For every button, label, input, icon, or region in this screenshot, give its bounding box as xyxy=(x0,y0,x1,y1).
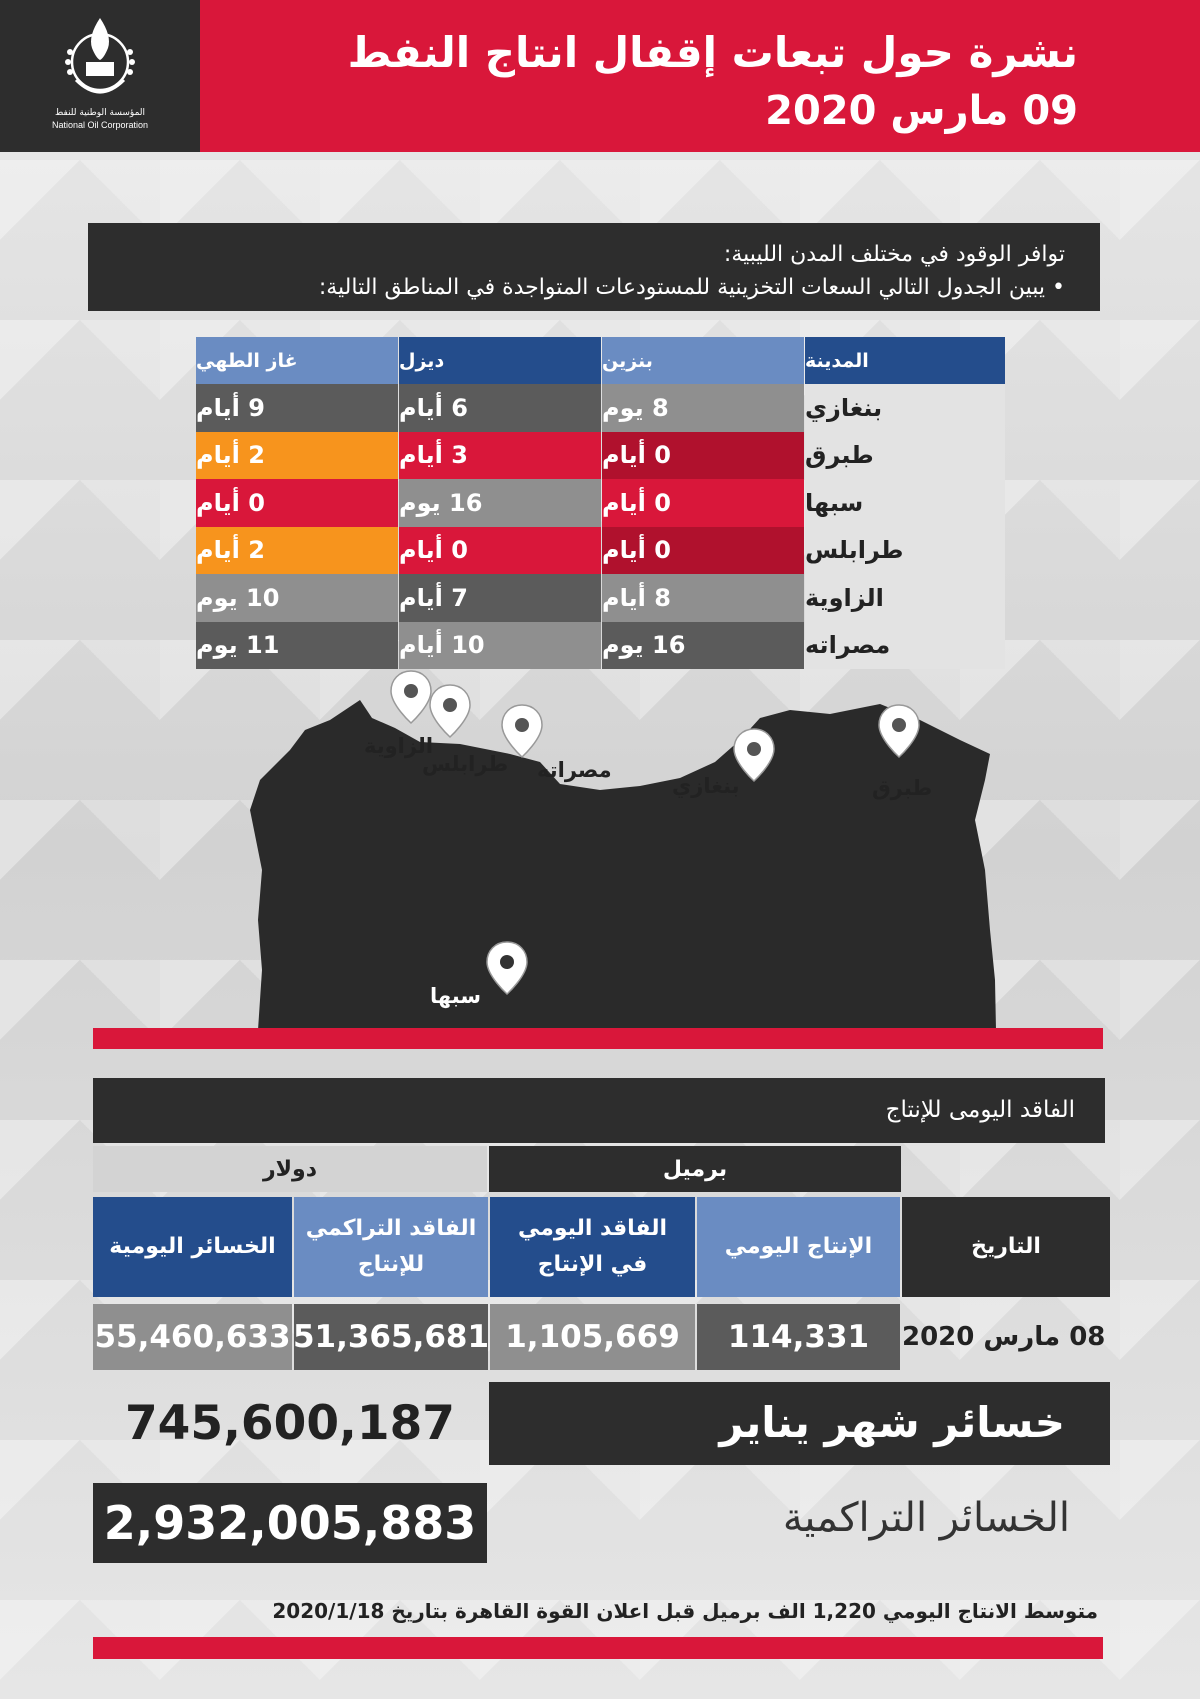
city-cell: بنغازي xyxy=(805,384,1005,432)
fuel-intro-bullet: • يبين الجدول التالي السعات التخزينية للمستودعات المتواجدة في المناطق التالية: xyxy=(318,275,1065,300)
diesel-cell: 0 أيام xyxy=(399,527,601,575)
header-date: التاريخ xyxy=(902,1197,1110,1297)
value-cumulative-loss: 51,365,681 xyxy=(294,1304,488,1370)
fuel-storage-table xyxy=(195,337,1005,669)
map-label-benghazi: بنغازي xyxy=(672,774,740,798)
logo-text-arabic: المؤسسة الوطنية للنفط xyxy=(54,108,146,118)
city-cell: الزاوية xyxy=(805,574,1005,622)
benzine-cell: 0 أيام xyxy=(602,479,804,527)
libya-map xyxy=(0,670,1200,1030)
value-daily-loss: 1,105,669 xyxy=(490,1304,695,1370)
map-label-tobruk: طبرق xyxy=(872,776,933,800)
gas-cell: 10 يوم xyxy=(196,574,398,622)
divider-bar xyxy=(93,1028,1103,1049)
gas-cell: 9 أيام xyxy=(196,384,398,432)
table-row xyxy=(195,622,1005,670)
map-pin-icon xyxy=(389,669,433,725)
map-pin-icon xyxy=(877,703,921,759)
header-benzine: بنزين xyxy=(602,337,804,384)
group-dollar: دولار xyxy=(93,1146,487,1192)
city-cell: طبرق xyxy=(805,432,1005,480)
map-label-tripoli: طرابلس xyxy=(422,752,509,776)
map-pin-icon xyxy=(485,940,529,996)
benzine-cell: 0 أيام xyxy=(602,432,804,480)
benzine-cell: 16 يوم xyxy=(602,622,804,670)
gas-cell: 2 أيام xyxy=(196,527,398,575)
city-cell: سبها xyxy=(805,479,1005,527)
january-losses-label: خسائر شهر يناير xyxy=(719,1398,1065,1447)
header-daily-losses-usd: الخسائر اليومية xyxy=(93,1197,292,1297)
fuel-intro-heading: توافر الوقود في مختلف المدن الليبية: xyxy=(723,242,1065,267)
city-cell: طرابلس xyxy=(805,527,1005,575)
benzine-cell: 8 أيام xyxy=(602,574,804,622)
table-row xyxy=(195,479,1005,527)
footer-bar xyxy=(93,1637,1103,1659)
header-cumulative-loss: الفاقد التراكمي للإنتاج xyxy=(294,1197,488,1297)
map-pin-icon xyxy=(500,703,544,759)
noc-logo-icon xyxy=(0,0,200,110)
january-losses-value: 745,600,187 xyxy=(124,1396,456,1451)
production-title: الفاقد اليومى للإنتاج xyxy=(885,1097,1075,1123)
diesel-cell: 7 أيام xyxy=(399,574,601,622)
gas-cell: 2 أيام xyxy=(196,432,398,480)
table-row xyxy=(195,384,1005,432)
table-row xyxy=(195,574,1005,622)
map-label-sabha: سبها xyxy=(430,984,481,1008)
footnote: متوسط الانتاج اليومي 1,220 الف برميل قبل اعلان القوة القاهرة بتاريخ 2020/1/18 xyxy=(272,1599,1098,1623)
group-barrel: برميل xyxy=(489,1146,901,1192)
bulletin-date: 09 مارس 2020 xyxy=(765,88,1078,134)
header-daily-loss: الفاقد اليومي في الإنتاج xyxy=(490,1197,695,1297)
city-cell: مصراته xyxy=(805,622,1005,670)
value-date: 08 مارس 2020 xyxy=(902,1322,1106,1352)
header-city: المدينة xyxy=(805,337,1005,384)
header-diesel: ديزل xyxy=(399,337,601,384)
gas-cell: 0 أيام xyxy=(196,479,398,527)
cumulative-losses-value: 2,932,005,883 xyxy=(93,1483,487,1563)
cumulative-losses-label: الخسائر التراكمية xyxy=(782,1495,1070,1541)
value-daily-production: 114,331 xyxy=(697,1304,900,1370)
map-label-misrata: مصراته xyxy=(537,758,612,782)
table-row xyxy=(195,527,1005,575)
header-daily-production: الإنتاج اليومي xyxy=(697,1197,900,1297)
fuel-table-header-row xyxy=(195,337,1005,384)
table-row xyxy=(195,432,1005,480)
benzine-cell: 0 أيام xyxy=(602,527,804,575)
logo-text-english: National Oil Corporation xyxy=(51,120,149,130)
benzine-cell: 8 يوم xyxy=(602,384,804,432)
header-cooking-gas: غاز الطهي xyxy=(196,337,398,384)
page-title: نشرة حول تبعات إقفال انتاج النفط xyxy=(347,28,1078,77)
value-daily-losses-usd: 55,460,633 xyxy=(93,1304,292,1370)
diesel-cell: 3 أيام xyxy=(399,432,601,480)
map-label-zawiya: الزاوية xyxy=(364,734,434,758)
map-pin-icon xyxy=(428,683,472,739)
diesel-cell: 10 أيام xyxy=(399,622,601,670)
diesel-cell: 6 أيام xyxy=(399,384,601,432)
diesel-cell: 16 يوم xyxy=(399,479,601,527)
gas-cell: 11 يوم xyxy=(196,622,398,670)
